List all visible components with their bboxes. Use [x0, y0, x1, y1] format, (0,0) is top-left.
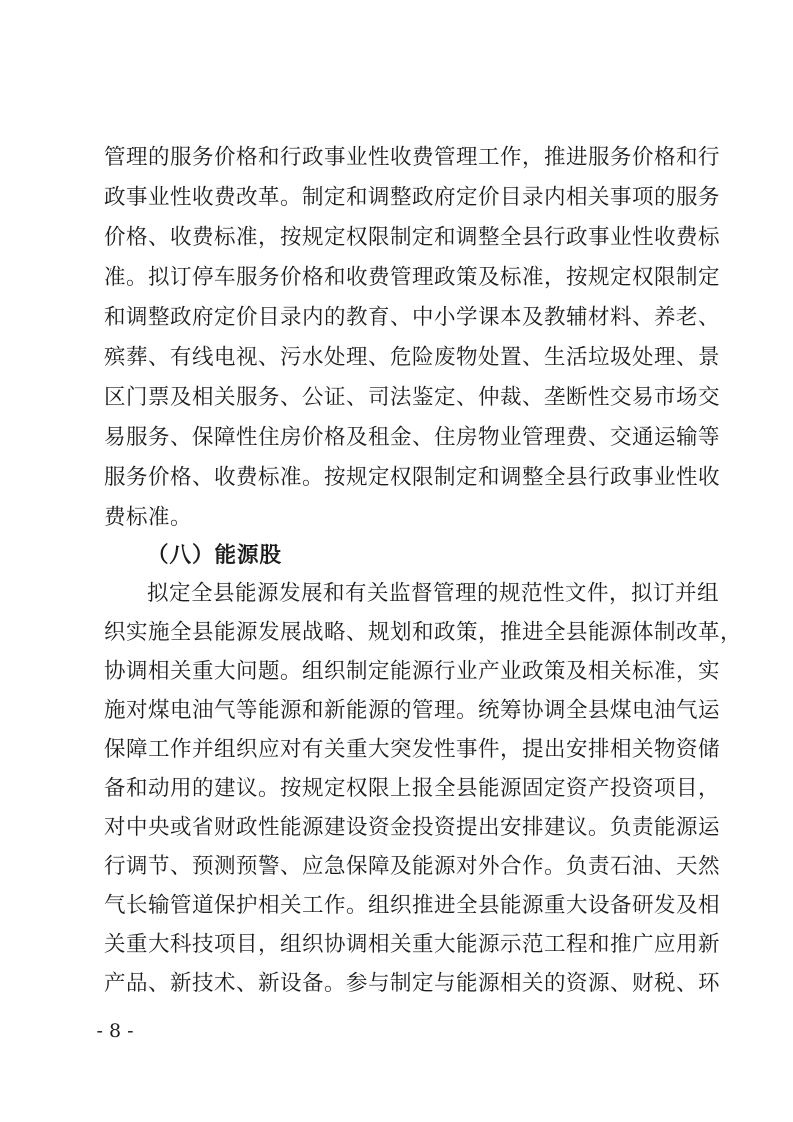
paragraph-1-line-6: 殡葬、有线电视、污水处理、危险废物处置、生活垃圾处理、景	[104, 345, 721, 370]
paragraph-2-line-2: 织实施全县能源发展战略、规划和政策，推进全县能源体制改革，	[104, 620, 743, 645]
paragraph-1-line-1: 管理的服务价格和行政事业性收费管理工作，推进服务价格和行	[104, 145, 721, 170]
paragraph-1-line-7: 区门票及相关服务、公证、司法鉴定、仲裁、垄断性交易市场交	[104, 385, 721, 410]
paragraph-2-line-3: 协调相关重大问题。组织制定能源行业产业政策及相关标准，实	[104, 659, 721, 684]
paragraph-1-line-9: 服务价格、收费标准。按规定权限制定和调整全县行政事业性收	[104, 465, 721, 490]
paragraph-2-line-10: 关重大科技项目，组织协调相关重大能源示范工程和推广应用新	[104, 932, 721, 957]
page-number: - 8 -	[96, 1020, 134, 1042]
paragraph-1-line-8: 易服务、保障性住房价格及租金、住房物业管理费、交通运输等	[104, 425, 721, 450]
paragraph-2-line-8: 行调节、预测预警、应急保障及能源对外合作。负责石油、天然	[104, 854, 721, 879]
paragraph-1-line-4: 准。拟订停车服务价格和收费管理政策及标准，按规定权限制定	[104, 265, 721, 290]
paragraph-1-line-5: 和调整政府定价目录内的教育、中小学课本及教辅材料、养老、	[104, 305, 721, 330]
paragraph-2-line-1: 拟定全县能源发展和有关监督管理的规范性文件，拟订并组	[147, 581, 720, 606]
paragraph-2-line-5: 保障工作并组织应对有关重大突发性事件，提出安排相关物资储	[104, 737, 721, 762]
paragraph-1-line-2: 政事业性收费改革。制定和调整政府定价目录内相关事项的服务	[104, 185, 721, 210]
paragraph-2-line-7: 对中央或省财政性能源建设资金投资提出安排建议。负责能源运	[104, 815, 721, 840]
paragraph-2-line-9: 气长输管道保护相关工作。组织推进全县能源重大设备研发及相	[104, 893, 721, 918]
paragraph-2-line-4: 施对煤电油气等能源和新能源的管理。统筹协调全县煤电油气运	[104, 698, 721, 723]
paragraph-2-line-11: 产品、新技术、新设备。参与制定与能源相关的资源、财税、环	[104, 971, 721, 996]
paragraph-2-line-6: 备和动用的建议。按规定权限上报全县能源固定资产投资项目，	[104, 776, 721, 801]
paragraph-1-line-3: 价格、收费标准，按规定权限制定和调整全县行政事业性收费标	[104, 225, 721, 250]
paragraph-1-line-10: 费标准。	[104, 505, 193, 530]
section-heading: （八）能源股	[147, 543, 283, 568]
